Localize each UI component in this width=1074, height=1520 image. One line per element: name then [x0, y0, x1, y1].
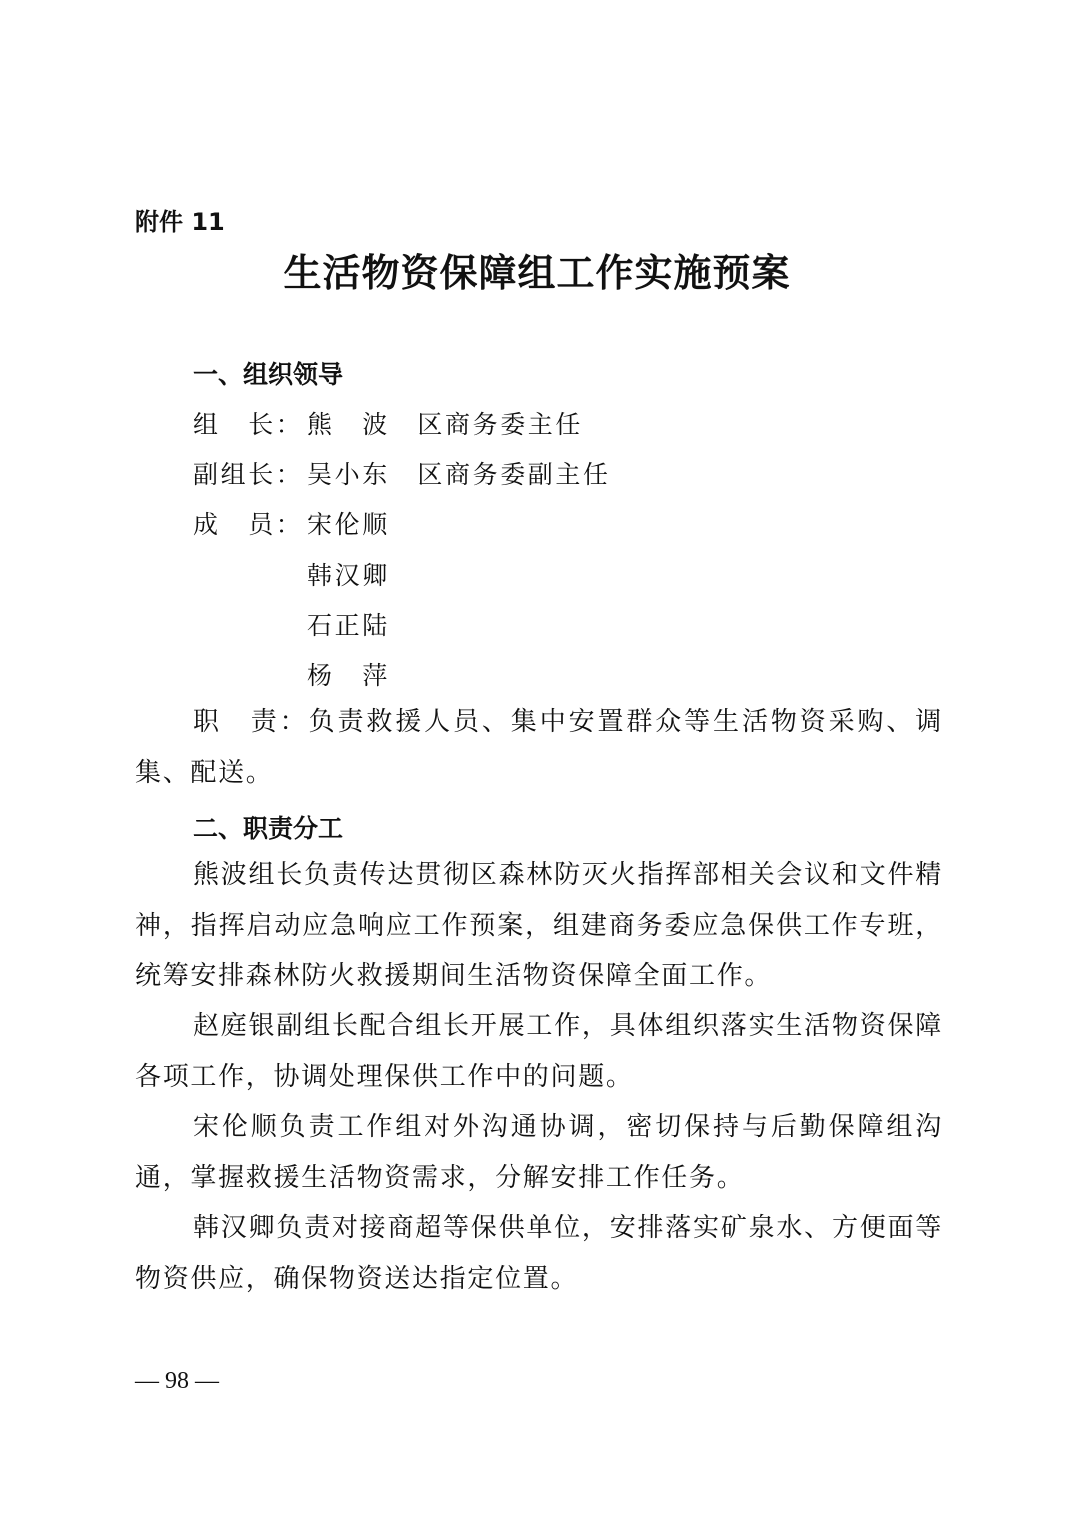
page-number: — 98 — [135, 1368, 219, 1394]
paragraph: 韩汉卿负责对接商超等保供单位，安排落实矿泉水、方便面等物资供应，确保物资送达指定位置。 [135, 1213, 943, 1294]
document-title: 生活物资保障组工作实施预案 [283, 251, 791, 295]
member-item: 杨 萍 [307, 661, 390, 690]
member-item: 石正陆 [307, 611, 390, 640]
section-heading-organization: 一、组织领导 [193, 360, 344, 389]
deputy-value: 吴小东 区商务委副主任 [307, 460, 611, 489]
attachment-label: 附件 11 [135, 208, 225, 236]
member-item: 韩汉卿 [307, 561, 390, 590]
paragraph: 赵庭银副组长配合组长开展工作，具体组织落实生活物资保障各项工作，协调处理保供工作中的问题。 [135, 1011, 943, 1092]
paragraph: 宋伦顺负责工作组对外沟通协调，密切保持与后勤保障组沟通，掌握救援生活物资需求，分解安排工作任务。 [135, 1112, 943, 1193]
section-heading-responsibilities: 二、职责分工 [193, 814, 344, 843]
paragraph: 熊波组长负责传达贯彻区森林防灭火指挥部相关会议和文件精神，指挥启动应急响应工作预案，组建商务委应急保供工作专班，统筹安排森林防火救援期间生活物资保障全面工作。 [135, 860, 943, 991]
deputy-label: 副组长： [193, 460, 304, 489]
leader-label: 组 长： [193, 410, 304, 439]
leader-value: 熊 波 区商务委主任 [307, 410, 584, 439]
members-label: 成 员： [193, 510, 304, 539]
member-item: 宋伦顺 [307, 510, 390, 539]
duty-paragraph: 职 责：负责救援人员、集中安置群众等生活物资采购、调集、配送。 [135, 707, 943, 788]
